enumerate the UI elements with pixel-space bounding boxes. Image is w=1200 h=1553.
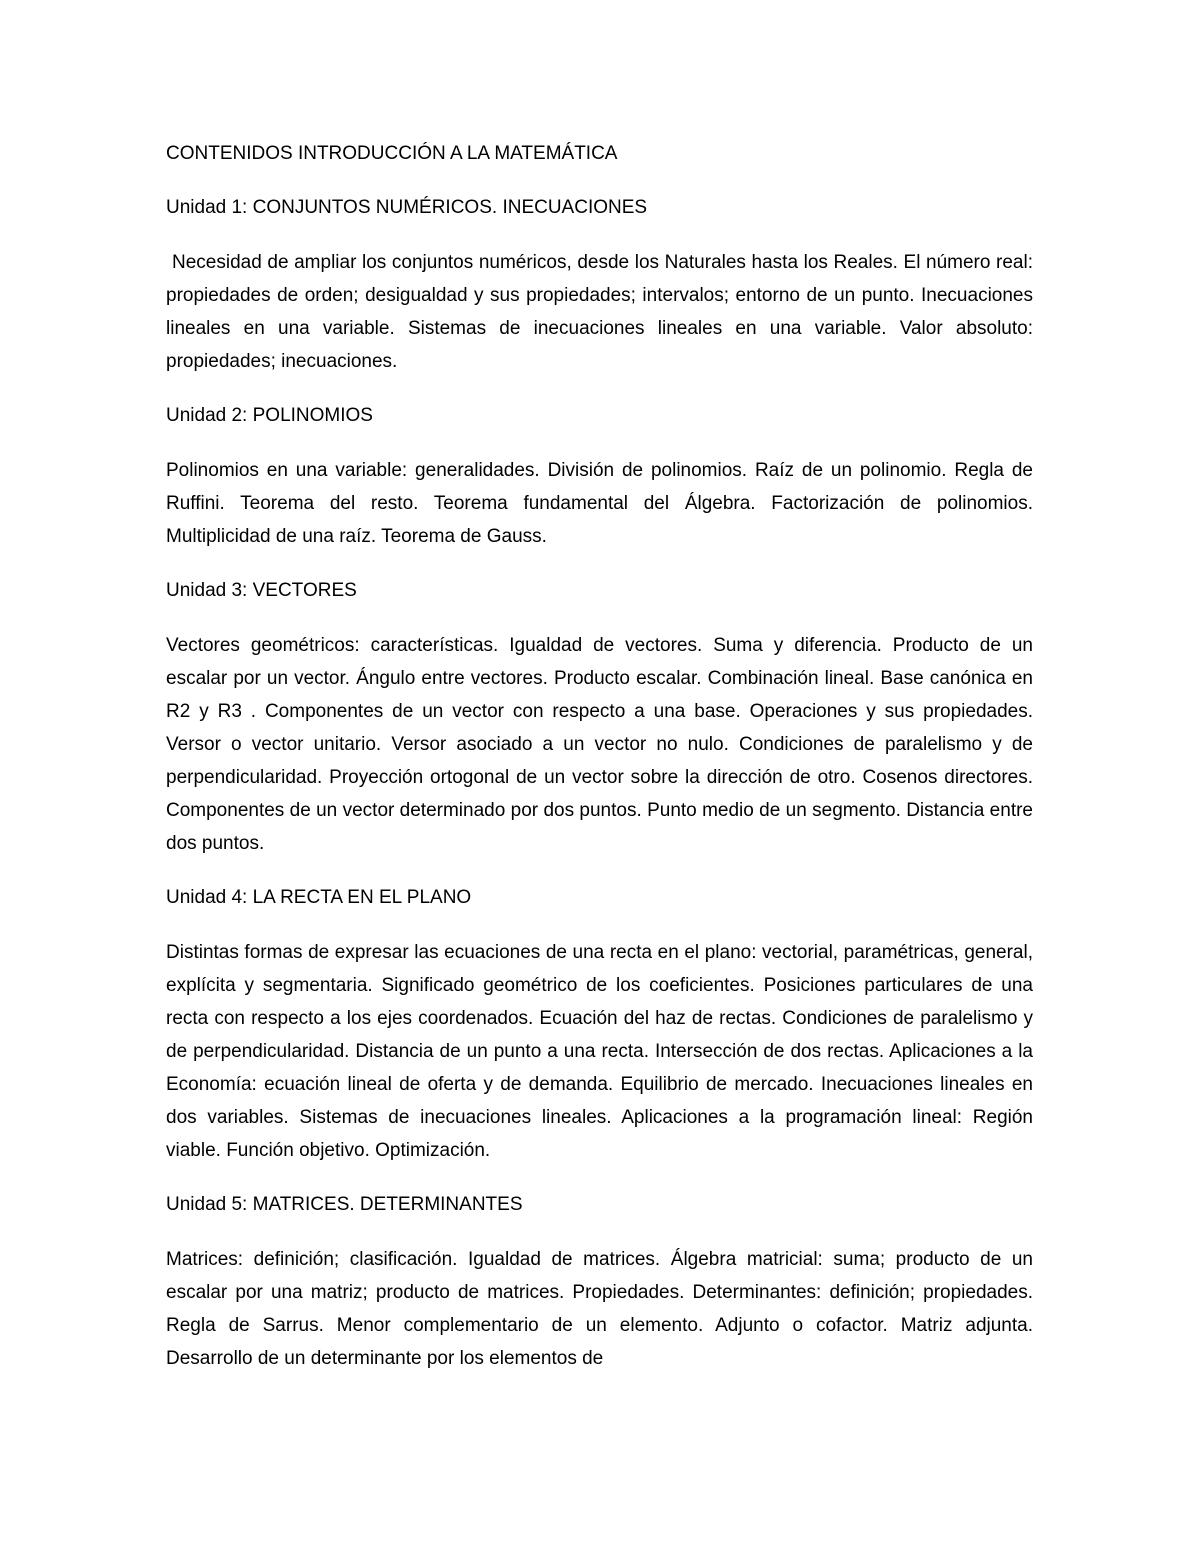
unit-heading: Unidad 3: VECTORES [166,580,357,601]
unit-body: Matrices: definición; clasificación. Igualdad de matrices. Álgebra matricial: suma; producto de un escalar por una matriz; producto de matrices. Propiedades. Determinantes: definición; propiedades. Regla de Sarrus. Menor complementario de un elemento. Adjunto o cofactor. Matriz adjunta. Desarrollo de un determinante por los elementos de [166,1249,1033,1369]
unit-heading: Unidad 4: LA RECTA EN EL PLANO [166,887,472,908]
unit-heading: Unidad 1: CONJUNTOS NUMÉRICOS. INECUACIONES [166,197,648,218]
unit-body: Polinomios en una variable: generalidades. División de polinomios. Raíz de un polinomio. Regla de Ruffini. Teorema del resto. Teorema fundamental del Álgebra. Factorización de polinomios. Multiplicidad de una raíz. Teorema de Gauss. [166,460,1033,547]
unit-heading: Unidad 5: MATRICES. DETERMINANTES [166,1194,523,1215]
unit-body: Necesidad de ampliar los conjuntos numéricos, desde los Naturales hasta los Reales. El número real: propiedades de orden; desigualdad y sus propiedades; intervalos; entorno de un punto. Inecuaciones lineales en una variable. Sistemas de inecuaciones lineales en una variable. Valor absoluto: propiedades; inecuaciones. [166,252,1033,372]
unit-heading: Unidad 2: POLINOMIOS [166,405,373,426]
document-content [166,140,1033,1399]
unit-section-1 [166,194,1033,378]
unit-section-4 [166,884,1033,1167]
unit-body: Distintas formas de expresar las ecuaciones de una recta en el plano: vectorial, paramétricas, general, explícita y segmentaria. Significado geométrico de los coeficientes. Posiciones particulares de una recta con respecto a los ejes coordenados. Ecuación del haz de rectas. Condiciones de paralelismo y de perpendicularidad. Distancia de un punto a una recta. Intersección de dos rectas. Aplicaciones a la Economía: ecuación lineal de oferta y de demanda. Equilibrio de mercado. Inecuaciones lineales en dos variables. Sistemas de inecuaciones lineales. Aplicaciones a la programación lineal: Región viable. Función objetivo. Optimización. [166,942,1033,1161]
unit-section-3 [166,577,1033,860]
unit-section-5 [166,1191,1033,1375]
unit-body: Vectores geométricos: características. Igualdad de vectores. Suma y diferencia. Producto de un escalar por un vector. Ángulo entre vectores. Producto escalar. Combinación lineal. Base canónica en R2 y R3 . Componentes de un vector con respecto a una base. Operaciones y sus propiedades. Versor o vector unitario. Versor asociado a un vector no nulo. Condiciones de paralelismo y de perpendicularidad. Proyección ortogonal de un vector sobre la dirección de otro. Cosenos directores. Componentes de un vector determinado por dos puntos. Punto medio de un segmento. Distancia entre dos puntos. [166,635,1033,854]
unit-section-2 [166,402,1033,553]
document-title: CONTENIDOS INTRODUCCIÓN A LA MATEMÁTICA [166,143,618,164]
